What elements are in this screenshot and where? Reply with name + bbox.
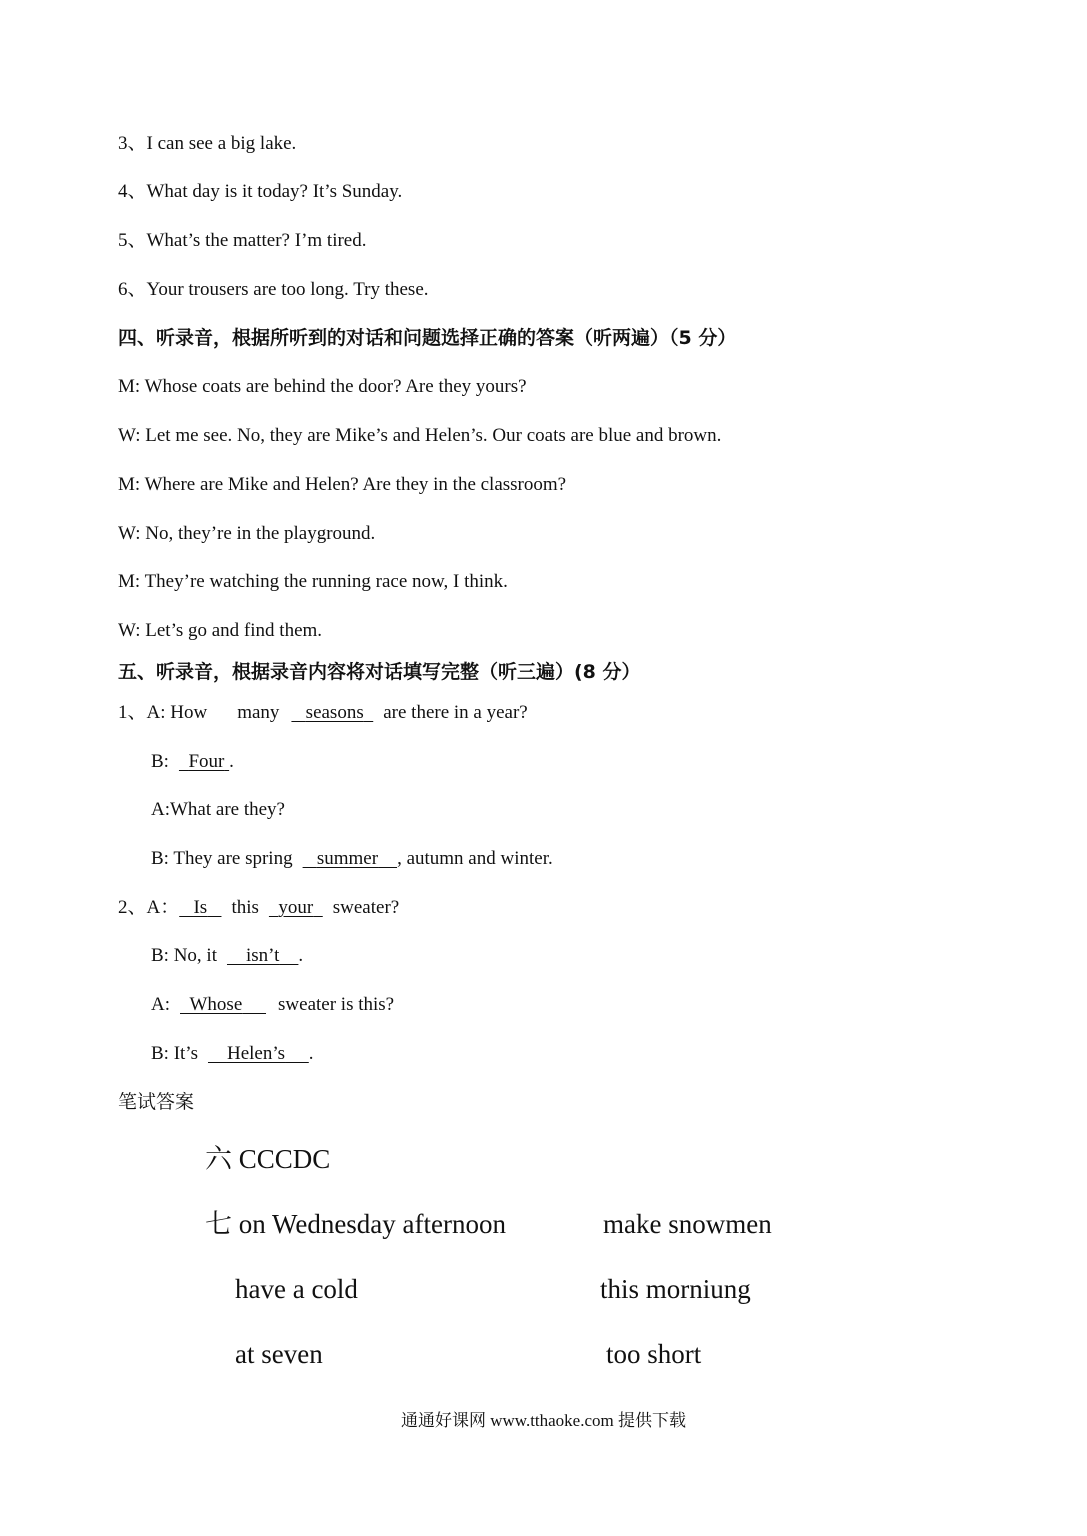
q2-answer-your: your: [278, 897, 314, 918]
section-5-heading: 五、听录音，根据录音内容将对话填写完整（听三遍）(8 分）: [118, 661, 641, 683]
q1-line1-mid: many: [237, 702, 280, 723]
answer-this-morning: this morniung: [600, 1274, 751, 1304]
dialogue-line: W: Let’s go and find them.: [118, 620, 323, 641]
q2-answer-helens: Helen’s: [226, 1043, 286, 1064]
q1-answer-summer: summer: [316, 848, 379, 869]
q2-line-4: [151, 1042, 314, 1066]
q2-answer-isnt: isn’t: [245, 945, 280, 966]
q2-line4-prefix: B: It’s: [151, 1043, 198, 1064]
written-answers-title: 笔试答案: [118, 1091, 195, 1113]
q1-answer-four: Four: [188, 751, 225, 772]
q2-line-3: [151, 993, 394, 1017]
answer-make-snowmen: make snowmen: [603, 1209, 772, 1239]
answer-seven-label: 七 on Wednesday afternoon: [205, 1209, 506, 1239]
q1-line-4: [151, 847, 553, 871]
dialogue-line: M: Where are Mike and Helen? Are they in the classroom?: [118, 474, 567, 495]
q1-line4-suffix: , autumn and winter.: [397, 848, 553, 869]
q1-line4-prefix: B: They are spring: [151, 848, 293, 869]
q1-line1-prefix: 1、A: How: [118, 702, 208, 723]
listening-line-6: 6、Your trousers are too long. Try these.: [118, 279, 429, 300]
q2-answer-is: Is: [193, 897, 208, 918]
q2-line4-suffix: .: [308, 1043, 314, 1064]
dialogue-line: W: Let me see. No, they are Mike’s and Helen’s. Our coats are blue and brown.: [118, 425, 722, 446]
listening-line-5: 5、What’s the matter? I’m tired.: [118, 230, 367, 251]
q2-line1-prefix: 2、A：: [118, 897, 180, 918]
q2-line3-prefix: A:: [151, 994, 170, 1015]
answer-have-a-cold: have a cold: [235, 1274, 358, 1304]
page-footer: 通通好课网 www.tthaoke.com 提供下载: [400, 1411, 687, 1430]
answer-at-seven: at seven: [235, 1339, 323, 1369]
q1-line1-suffix: are there in a year?: [383, 702, 528, 723]
q1-line2-suffix: .: [229, 751, 234, 772]
section-4-heading: 四、听录音，根据所听到的对话和问题选择正确的答案（听两遍）（5 分）: [118, 327, 737, 349]
q2-line1-mid: this: [231, 897, 259, 918]
dialogue-line: M: Whose coats are behind the door? Are they yours?: [118, 376, 527, 397]
q1-line2-prefix: B:: [151, 751, 169, 772]
q2-line2-prefix: B: No, it: [151, 945, 217, 966]
listening-line-4: 4、What day is it today? It’s Sunday.: [118, 181, 403, 202]
q1-line-2: [151, 750, 234, 774]
q2-line-2: [151, 944, 303, 968]
q1-line-1: [118, 701, 528, 725]
listening-line-3: 3、I can see a big lake.: [118, 133, 297, 154]
answer-too-short: too short: [606, 1339, 702, 1369]
dialogue-line: W: No, they’re in the playground.: [118, 523, 376, 544]
dialogue-line: M: They’re watching the running race now, I think.: [118, 571, 508, 592]
q2-line1-suffix: sweater?: [332, 897, 400, 918]
q2-answer-whose: Whose: [189, 994, 243, 1015]
answer-six: 六 CCCDC: [205, 1144, 331, 1174]
q2-line3-suffix: sweater is this?: [278, 994, 395, 1015]
q2-line2-suffix: .: [298, 945, 304, 966]
q1-line-3: A:What are they?: [151, 799, 285, 820]
q2-line-1: [118, 896, 399, 920]
q1-answer-seasons: seasons: [305, 702, 364, 723]
